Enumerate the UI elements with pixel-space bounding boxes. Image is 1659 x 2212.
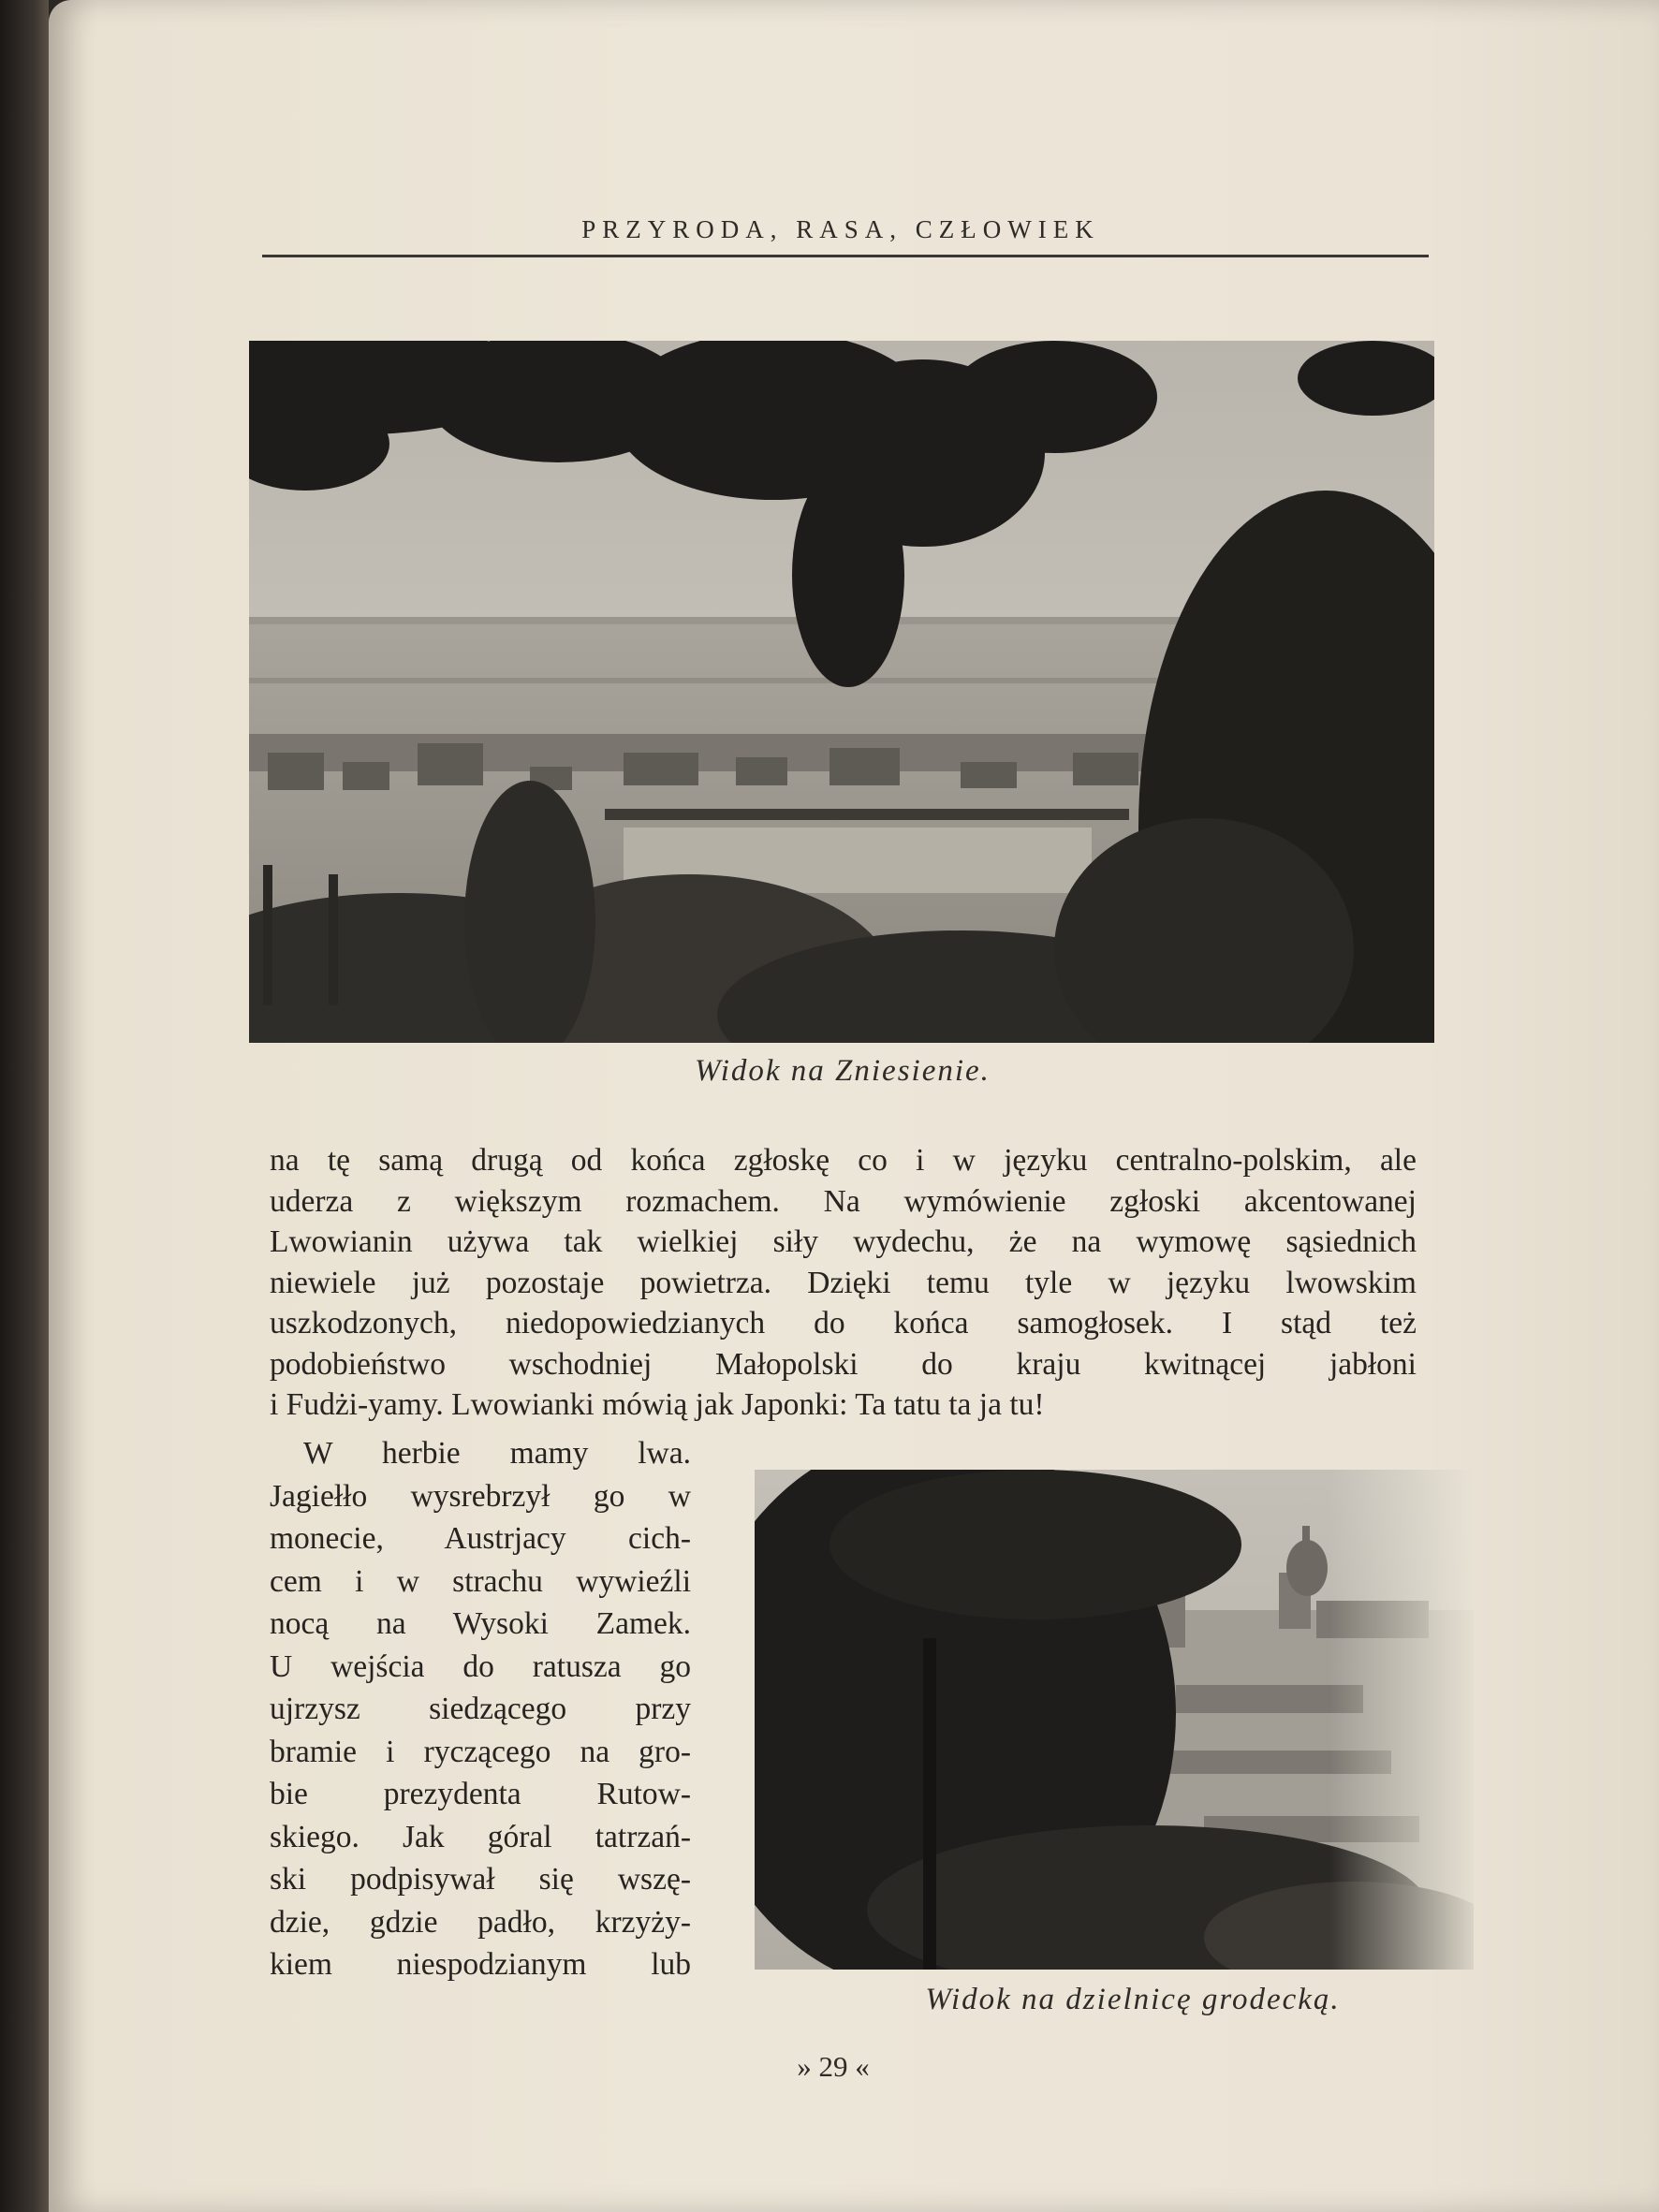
text-line: na tę samą drugą od końca zgłoskę co i w języku centralno-polskim, ale (270, 1143, 1417, 1178)
text-line: niewiele już pozostaje powietrza. Dzięki temu tyle w języku lwowskim (270, 1265, 1417, 1300)
text-line: W herbie mamy lwa. (303, 1436, 691, 1471)
text-line: dzie, gdzie padło, krzyży- (270, 1904, 691, 1940)
text-line: uderza z większym rozmachem. Na wymówienie zgłoski akcentowanej (270, 1183, 1417, 1219)
text-line: cem i w strachu wywieźli (270, 1563, 691, 1599)
text-line: kiem niespodzianym lub (270, 1947, 691, 1982)
side-column-text (270, 1432, 691, 1986)
photo-dzielnica-grodecka (755, 1470, 1474, 1970)
running-title: PRZYRODA, RASA, CZŁOWIEK (581, 215, 1100, 243)
text-line: ujrzysz siedzącego przy (270, 1692, 691, 1726)
figure-caption-2: Widok na dzielnicę grodecką. (925, 1983, 1341, 2016)
text-line: Lwowianin używa tak wielkiej siły wydechu, że na wymowę sąsiednich (270, 1224, 1417, 1259)
text-line: Jagiełło wysrebrzył go w (270, 1478, 691, 1514)
text-line: nocą na Wysoki Zamek. (270, 1606, 691, 1641)
text-line: monecie, Austrjacy cich- (270, 1521, 691, 1556)
text-line: i Fudżi-yamy. Lwowianki mówią jak Japonki: Ta tatu ta ja tu! (270, 1387, 1045, 1422)
page-number: » 29 « (797, 2050, 870, 2083)
text-line: podobieństwo wschodniej Małopolski do kraju kwitnącej jabłoni (270, 1346, 1417, 1382)
book-spine-shadow (0, 0, 49, 2212)
text-line: uszkodzonych, niedopowiedzianych do końca samogłosek. I stąd też (270, 1306, 1417, 1340)
text-line: bramie i ryczącego na gro- (270, 1734, 691, 1769)
text-line: skiego. Jak góral tatrzań- (270, 1819, 691, 1854)
figure-caption-1: Widok na Zniesienie. (695, 1054, 991, 1088)
text-line: ski podpisywał się wszę- (270, 1862, 691, 1897)
text-line: bie prezydenta Rutow- (270, 1777, 691, 1811)
text-line: U wejścia do ratusza go (270, 1648, 691, 1684)
header-rule (262, 255, 1429, 257)
body-paragraph (270, 1140, 1417, 1426)
photo-zniesienie (249, 341, 1434, 1043)
